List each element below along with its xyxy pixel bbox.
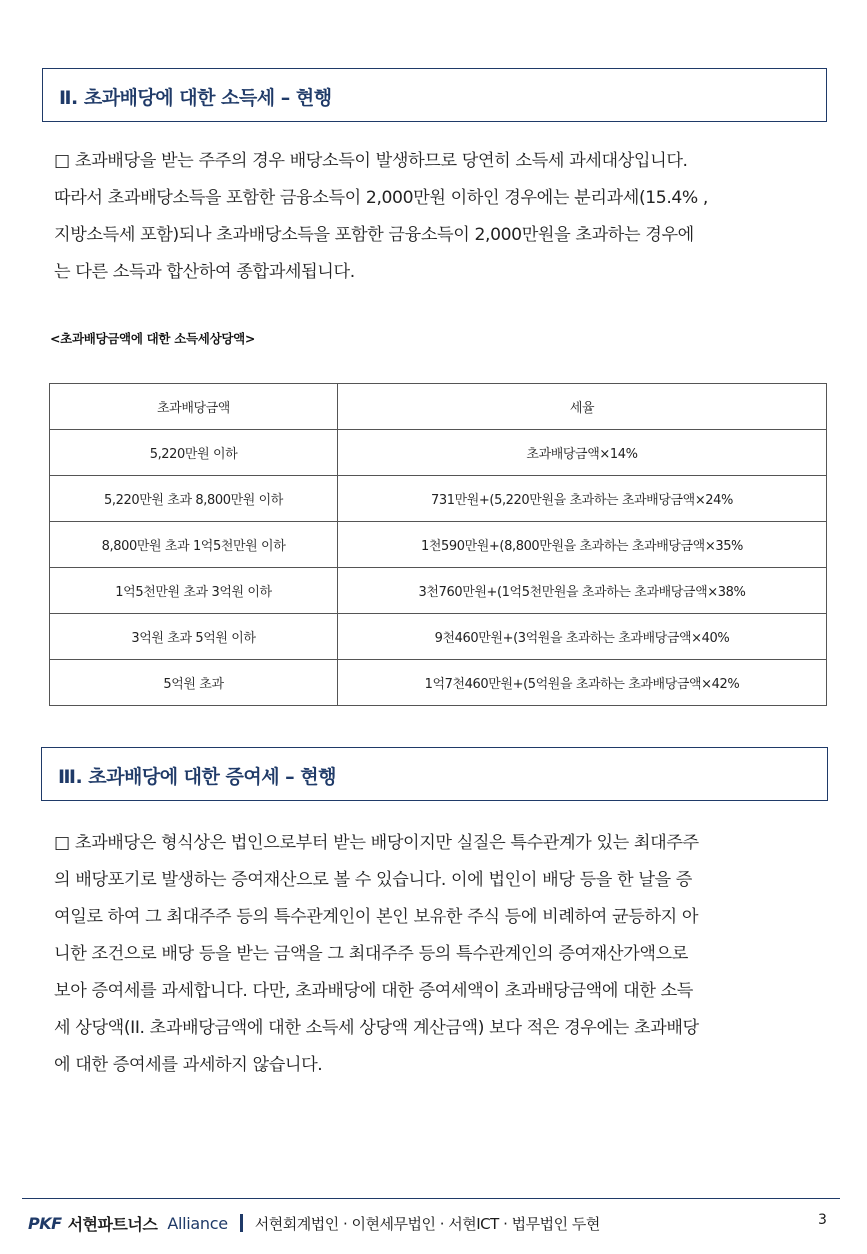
table-row xyxy=(50,568,827,614)
paragraph-line: 지방소득세 포함)되나 초과배당소득을 포함한 금융소득이 2,000만원을 초과하는 경우에 xyxy=(54,225,694,245)
paragraph-line: 따라서 초과배당소득을 포함한 금융소득이 2,000만원 이하인 경우에는 분리과세(15.4% , xyxy=(54,188,708,208)
income-tax-rate-table xyxy=(49,383,827,706)
section-3-header xyxy=(41,747,828,801)
table-row xyxy=(50,522,827,568)
table-caption: <초과배당금액에 대한 소득세상당액> xyxy=(50,331,256,346)
paragraph-line: 는 다른 소득과 합산하여 종합과세됩니다. xyxy=(54,262,355,282)
brand-name: 서현파트너스 xyxy=(67,1214,158,1234)
paragraph-line: □ 초과배당을 받는 주주의 경우 배당소득이 발생하므로 당연히 소득세 과세대상입니다. xyxy=(54,151,688,171)
cell-rate: 731만원+(5,220만원을 초과하는 초과배당금액×24% xyxy=(338,476,827,522)
paragraph-line: □ 초과배당은 형식상은 법인으로부터 받는 배당이지만 실질은 특수관계가 있는 최대주주 xyxy=(54,833,699,853)
brand-logo: PKF xyxy=(28,1213,62,1233)
footer xyxy=(28,1210,600,1236)
footer-divider xyxy=(22,1198,840,1199)
paragraph-line: 니한 조건으로 배당 등을 받는 금액을 그 최대주주 등의 특수관계인의 증여재산가액으로 xyxy=(54,944,688,964)
section-2-header xyxy=(42,68,827,122)
page-number: 3 xyxy=(818,1212,827,1228)
brand-alliance: Alliance xyxy=(167,1213,228,1233)
table-row xyxy=(50,614,827,660)
table-header-row xyxy=(50,384,827,430)
cell-amount: 5억원 초과 xyxy=(50,660,338,706)
cell-amount: 8,800만원 초과 1억5천만원 이하 xyxy=(50,522,338,568)
cell-rate: 초과배당금액×14% xyxy=(338,430,827,476)
paragraph-line: 에 대한 증여세를 과세하지 않습니다. xyxy=(54,1055,323,1075)
cell-rate: 1천590만원+(8,800만원을 초과하는 초과배당금액×35% xyxy=(338,522,827,568)
section-3-title: Ⅲ. 초과배당에 대한 증여세 – 현행 xyxy=(58,766,337,788)
table-row xyxy=(50,660,827,706)
table-row xyxy=(50,476,827,522)
paragraph-line: 보아 증여세를 과세합니다. 다만, 초과배당에 대한 증여세액이 초과배당금액에 대한 소득 xyxy=(54,981,694,1001)
paragraph-line: 여일로 하여 그 최대주주 등의 특수관계인이 본인 보유한 주식 등에 비례하여 균등하지 아 xyxy=(54,907,699,927)
cell-amount: 5,220만원 이하 xyxy=(50,430,338,476)
column-header-rate: 세율 xyxy=(338,384,827,430)
footer-separator xyxy=(240,1214,243,1232)
paragraph-line: 세 상당액(II. 초과배당금액에 대한 소득세 상당액 계산금액) 보다 적은 경우에는 초과배당 xyxy=(54,1018,699,1038)
cell-rate: 1억7천460만원+(5억원을 초과하는 초과배당금액×42% xyxy=(338,660,827,706)
section-2-title: Ⅱ. 초과배당에 대한 소득세 – 현행 xyxy=(59,87,332,109)
cell-rate: 9천460만원+(3억원을 초과하는 초과배당금액×40% xyxy=(338,614,827,660)
section-3-paragraph xyxy=(54,825,820,1084)
section-2-paragraph xyxy=(54,143,820,291)
table-row xyxy=(50,430,827,476)
cell-amount: 1억5천만원 초과 3억원 이하 xyxy=(50,568,338,614)
cell-amount: 5,220만원 초과 8,800만원 이하 xyxy=(50,476,338,522)
paragraph-line: 의 배당포기로 발생하는 증여재산으로 볼 수 있습니다. 이에 법인이 배당 등을 한 날을 증 xyxy=(54,870,693,890)
cell-amount: 3억원 초과 5억원 이하 xyxy=(50,614,338,660)
cell-rate: 3천760만원+(1억5천만원을 초과하는 초과배당금액×38% xyxy=(338,568,827,614)
footer-firms: 서현회계법인 · 이현세무법인 · 서현ICT · 법무법인 두현 xyxy=(254,1214,600,1233)
column-header-amount: 초과배당금액 xyxy=(50,384,338,430)
